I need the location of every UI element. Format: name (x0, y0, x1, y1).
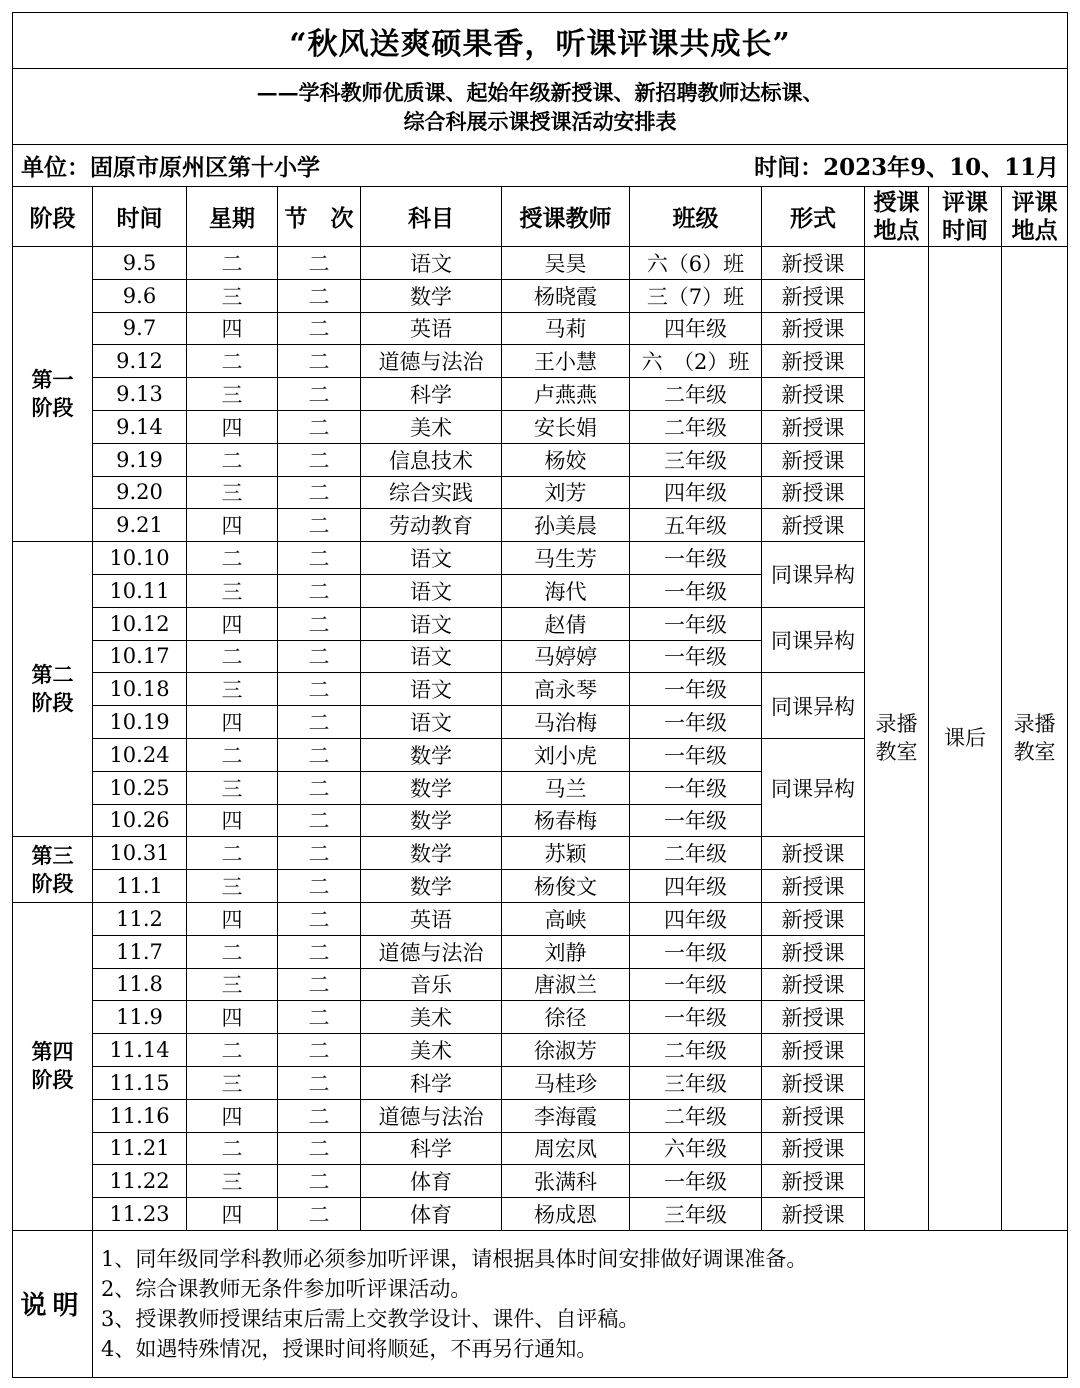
subject-cell: 语文 (361, 247, 502, 280)
weekday-cell: 四 (187, 509, 278, 542)
period-cell: 二 (278, 509, 361, 542)
review-place-cell (1002, 247, 1068, 1231)
form-cell: 新授课 (762, 1066, 865, 1099)
class-cell: 一年级 (630, 640, 762, 673)
date-cell: 11.16 (93, 1099, 187, 1132)
weekday-cell: 三 (187, 476, 278, 509)
weekday-cell: 二 (187, 542, 278, 575)
subject-cell: 音乐 (361, 968, 502, 1001)
teacher-cell: 马治梅 (502, 706, 630, 739)
subject-cell: 数学 (361, 837, 502, 870)
form-cell: 新授课 (762, 410, 865, 443)
form-cell: 新授课 (762, 1165, 865, 1198)
header-review-place-line-2: 地点 (1011, 216, 1058, 244)
date-cell: 10.24 (93, 738, 187, 771)
stage-label-line-2: 阶段 (31, 1067, 74, 1093)
date-cell: 11.1 (93, 870, 187, 903)
date-cell: 11.21 (93, 1132, 187, 1165)
stage-label-line-1: 第四 (31, 1039, 74, 1065)
period-cell: 二 (278, 902, 361, 935)
subject-cell: 英语 (361, 902, 502, 935)
weekday-cell: 二 (187, 247, 278, 280)
form-cell: 新授课 (762, 509, 865, 542)
notes-row (13, 1230, 1068, 1377)
subject-cell: 信息技术 (361, 443, 502, 476)
subject-cell: 语文 (361, 542, 502, 575)
date-cell: 11.14 (93, 1034, 187, 1067)
class-cell: 三年级 (630, 1066, 762, 1099)
header-review-time-line-2: 时间 (942, 216, 988, 244)
class-cell: 六年级 (630, 1132, 762, 1165)
teacher-cell: 马婷婷 (502, 640, 630, 673)
schedule-table (12, 12, 1068, 1378)
stage-label-line-1: 第二 (31, 662, 74, 688)
period-cell: 二 (278, 410, 361, 443)
subject-cell: 语文 (361, 706, 502, 739)
weekday-cell: 四 (187, 1099, 278, 1132)
class-cell: 二年级 (630, 837, 762, 870)
date-cell: 9.5 (93, 247, 187, 280)
date-cell: 11.8 (93, 968, 187, 1001)
date-cell: 10.25 (93, 771, 187, 804)
weekday-cell: 四 (187, 804, 278, 837)
period-cell: 二 (278, 345, 361, 378)
place-cell (865, 247, 929, 1231)
header-review-time (929, 187, 1002, 247)
subtitle (13, 69, 1068, 145)
period-cell: 二 (278, 607, 361, 640)
date-cell: 9.7 (93, 312, 187, 345)
weekday-cell: 三 (187, 968, 278, 1001)
form-cell: 同课异构 (762, 738, 865, 836)
weekday-cell: 二 (187, 837, 278, 870)
notes-body (93, 1230, 1068, 1377)
subject-cell: 美术 (361, 410, 502, 443)
stage-cell (13, 837, 93, 903)
stage-cell (13, 902, 93, 1230)
teacher-cell: 周宏凤 (502, 1132, 630, 1165)
subject-cell: 美术 (361, 1034, 502, 1067)
period-cell: 二 (278, 1165, 361, 1198)
form-cell: 新授课 (762, 1099, 865, 1132)
period-cell: 二 (278, 476, 361, 509)
class-cell: 一年级 (630, 1001, 762, 1034)
subject-cell: 美术 (361, 1001, 502, 1034)
stage-label-line-2: 阶段 (31, 870, 74, 896)
place-line-1: 录播 (875, 712, 918, 737)
period-cell: 二 (278, 837, 361, 870)
date-cell: 11.22 (93, 1165, 187, 1198)
teacher-cell: 杨春梅 (502, 804, 630, 837)
review-time-cell: 课后 (929, 247, 1002, 1231)
form-cell: 新授课 (762, 1132, 865, 1165)
subject-cell: 道德与法治 (361, 1099, 502, 1132)
header-place (865, 187, 929, 247)
header-weekday: 星期 (187, 187, 278, 247)
class-cell: 三年级 (630, 1198, 762, 1231)
date-cell: 11.15 (93, 1066, 187, 1099)
subtitle-line-1: ——学科教师优质课、起始年级新授课、新招聘教师达标课、 (256, 79, 824, 105)
form-cell: 同课异构 (762, 673, 865, 739)
weekday-cell: 二 (187, 640, 278, 673)
stage-label-line-1: 第一 (31, 367, 74, 393)
date-cell: 9.19 (93, 443, 187, 476)
period-cell: 二 (278, 870, 361, 903)
teacher-cell: 杨姣 (502, 443, 630, 476)
subject-cell: 数学 (361, 738, 502, 771)
form-cell: 新授课 (762, 247, 865, 280)
weekday-cell: 三 (187, 279, 278, 312)
date-cell: 10.12 (93, 607, 187, 640)
period-cell: 二 (278, 1198, 361, 1231)
weekday-cell: 二 (187, 1132, 278, 1165)
date-cell: 10.11 (93, 574, 187, 607)
place-line-2: 教室 (875, 740, 918, 765)
stage-cell (13, 247, 93, 542)
subject-cell: 科学 (361, 1066, 502, 1099)
teacher-cell: 安长娟 (502, 410, 630, 443)
stage-label-line-2: 阶段 (31, 690, 74, 716)
class-cell: 一年级 (630, 935, 762, 968)
period-cell: 二 (278, 968, 361, 1001)
period-cell: 二 (278, 673, 361, 706)
subject-cell: 数学 (361, 279, 502, 312)
note-item: 2、综合课教师无条件参加听评课活动。 (101, 1276, 472, 1301)
form-cell: 新授课 (762, 902, 865, 935)
header-review-time-line-1: 评课 (942, 188, 988, 216)
subject-cell: 语文 (361, 673, 502, 706)
header-teacher: 授课教师 (502, 187, 630, 247)
teacher-cell: 吴昊 (502, 247, 630, 280)
teacher-cell: 李海霞 (502, 1099, 630, 1132)
subject-cell: 科学 (361, 378, 502, 411)
period-cell: 二 (278, 804, 361, 837)
subject-cell: 语文 (361, 640, 502, 673)
weekday-cell: 四 (187, 607, 278, 640)
date-cell: 10.31 (93, 837, 187, 870)
period-cell: 二 (278, 542, 361, 575)
teacher-cell: 马桂珍 (502, 1066, 630, 1099)
teacher-cell: 徐淑芳 (502, 1034, 630, 1067)
unit-label: 单位：固原市原州区第十小学 (21, 154, 320, 181)
weekday-cell: 四 (187, 312, 278, 345)
class-cell: 一年级 (630, 607, 762, 640)
table-row (13, 247, 1068, 280)
weekday-cell: 二 (187, 1034, 278, 1067)
header-review-place (1002, 187, 1068, 247)
class-cell: 二年级 (630, 378, 762, 411)
class-cell: 四年级 (630, 312, 762, 345)
class-cell: 一年级 (630, 738, 762, 771)
weekday-cell: 二 (187, 935, 278, 968)
subject-cell: 数学 (361, 870, 502, 903)
weekday-cell: 四 (187, 706, 278, 739)
form-cell: 新授课 (762, 279, 865, 312)
header-subject: 科目 (361, 187, 502, 247)
weekday-cell: 三 (187, 378, 278, 411)
class-cell: 二年级 (630, 410, 762, 443)
period-cell: 二 (278, 312, 361, 345)
class-cell: 三（7）班 (630, 279, 762, 312)
form-cell: 新授课 (762, 378, 865, 411)
weekday-cell: 三 (187, 870, 278, 903)
class-cell: 一年级 (630, 706, 762, 739)
period-cell: 二 (278, 574, 361, 607)
header-class: 班级 (630, 187, 762, 247)
date-cell: 11.23 (93, 1198, 187, 1231)
weekday-cell: 二 (187, 345, 278, 378)
subject-cell: 综合实践 (361, 476, 502, 509)
class-cell: 五年级 (630, 509, 762, 542)
period-cell: 二 (278, 771, 361, 804)
class-cell: 六（6）班 (630, 247, 762, 280)
teacher-cell: 苏颖 (502, 837, 630, 870)
teacher-cell: 赵倩 (502, 607, 630, 640)
subject-cell: 道德与法治 (361, 935, 502, 968)
time-label: 时间：2023年9、10、11月 (754, 154, 1060, 181)
form-cell: 新授课 (762, 476, 865, 509)
class-cell: 二年级 (630, 1034, 762, 1067)
date-cell: 9.12 (93, 345, 187, 378)
form-cell: 新授课 (762, 1001, 865, 1034)
teacher-cell: 唐淑兰 (502, 968, 630, 1001)
notes-label: 说明 (13, 1230, 93, 1377)
form-cell: 新授课 (762, 1198, 865, 1231)
period-cell: 二 (278, 1001, 361, 1034)
teacher-cell: 杨俊文 (502, 870, 630, 903)
period-cell: 二 (278, 279, 361, 312)
teacher-cell: 徐径 (502, 1001, 630, 1034)
weekday-cell: 二 (187, 738, 278, 771)
form-cell: 新授课 (762, 968, 865, 1001)
teacher-cell: 王小慧 (502, 345, 630, 378)
teacher-cell: 刘静 (502, 935, 630, 968)
header-review-place-line-1: 评课 (1011, 188, 1058, 216)
weekday-cell: 二 (187, 443, 278, 476)
date-cell: 10.26 (93, 804, 187, 837)
date-cell: 9.14 (93, 410, 187, 443)
subject-cell: 劳动教育 (361, 509, 502, 542)
weekday-cell: 四 (187, 902, 278, 935)
date-cell: 9.21 (93, 509, 187, 542)
teacher-cell: 高永琴 (502, 673, 630, 706)
note-item: 3、授课教师授课结束后需上交教学设计、课件、自评稿。 (101, 1306, 640, 1331)
teacher-cell: 高峡 (502, 902, 630, 935)
date-cell: 11.9 (93, 1001, 187, 1034)
subject-cell: 语文 (361, 574, 502, 607)
subject-cell: 体育 (361, 1198, 502, 1231)
teacher-cell: 刘芳 (502, 476, 630, 509)
weekday-cell: 三 (187, 1066, 278, 1099)
form-cell: 新授课 (762, 1034, 865, 1067)
teacher-cell: 杨成恩 (502, 1198, 630, 1231)
period-cell: 二 (278, 443, 361, 476)
period-cell: 二 (278, 247, 361, 280)
period-cell: 二 (278, 1034, 361, 1067)
period-cell: 二 (278, 1132, 361, 1165)
header-place-line-1: 授课 (873, 188, 920, 216)
header-form: 形式 (762, 187, 865, 247)
period-cell: 二 (278, 738, 361, 771)
header-place-line-2: 地点 (873, 216, 920, 244)
review-place-line-1: 录播 (1013, 712, 1056, 737)
class-cell: 四年级 (630, 870, 762, 903)
class-cell: 一年级 (630, 673, 762, 706)
header-stage: 阶段 (13, 187, 93, 247)
stage-label-line-2: 阶段 (31, 395, 74, 421)
class-cell: 六 （2）班 (630, 345, 762, 378)
class-cell: 四年级 (630, 902, 762, 935)
form-cell: 同课异构 (762, 607, 865, 673)
form-cell: 同课异构 (762, 542, 865, 608)
schedule-sheet (12, 12, 1067, 1378)
form-cell: 新授课 (762, 935, 865, 968)
page-title: “秋风送爽硕果香，听课评课共成长” (13, 13, 1068, 69)
header-time: 时间 (93, 187, 187, 247)
date-cell: 10.17 (93, 640, 187, 673)
weekday-cell: 三 (187, 1165, 278, 1198)
date-cell: 11.7 (93, 935, 187, 968)
teacher-cell: 马生芳 (502, 542, 630, 575)
teacher-cell: 马莉 (502, 312, 630, 345)
review-place-line-2: 教室 (1013, 740, 1056, 765)
stage-cell (13, 542, 93, 837)
class-cell: 一年级 (630, 771, 762, 804)
weekday-cell: 三 (187, 771, 278, 804)
teacher-cell: 杨晓霞 (502, 279, 630, 312)
form-cell: 新授课 (762, 870, 865, 903)
header-row (13, 187, 1068, 247)
class-cell: 二年级 (630, 1099, 762, 1132)
form-cell: 新授课 (762, 345, 865, 378)
class-cell: 一年级 (630, 1165, 762, 1198)
subject-cell: 科学 (361, 1132, 502, 1165)
info-row (13, 145, 1068, 187)
subject-cell: 道德与法治 (361, 345, 502, 378)
weekday-cell: 四 (187, 1198, 278, 1231)
teacher-cell: 孙美晨 (502, 509, 630, 542)
class-cell: 三年级 (630, 443, 762, 476)
date-cell: 9.20 (93, 476, 187, 509)
period-cell: 二 (278, 1099, 361, 1132)
date-cell: 9.13 (93, 378, 187, 411)
period-cell: 二 (278, 1066, 361, 1099)
subject-cell: 数学 (361, 804, 502, 837)
note-item: 4、如遇特殊情况，授课时间将顺延，不再另行通知。 (101, 1336, 598, 1361)
teacher-cell: 海代 (502, 574, 630, 607)
form-cell: 新授课 (762, 837, 865, 870)
period-cell: 二 (278, 640, 361, 673)
weekday-cell: 四 (187, 410, 278, 443)
teacher-cell: 张满科 (502, 1165, 630, 1198)
period-cell: 二 (278, 935, 361, 968)
form-cell: 新授课 (762, 312, 865, 345)
subtitle-line-2: 综合科展示课授课活动安排表 (403, 108, 677, 134)
teacher-cell: 卢燕燕 (502, 378, 630, 411)
header-period: 节 次 (278, 187, 361, 247)
subject-cell: 语文 (361, 607, 502, 640)
teacher-cell: 马兰 (502, 771, 630, 804)
subject-cell: 英语 (361, 312, 502, 345)
class-cell: 一年级 (630, 804, 762, 837)
teacher-cell: 刘小虎 (502, 738, 630, 771)
date-cell: 9.6 (93, 279, 187, 312)
period-cell: 二 (278, 378, 361, 411)
form-cell: 新授课 (762, 443, 865, 476)
weekday-cell: 三 (187, 673, 278, 706)
class-cell: 四年级 (630, 476, 762, 509)
stage-label-line-1: 第三 (31, 842, 74, 868)
weekday-cell: 三 (187, 574, 278, 607)
note-item: 1、同年级同学科教师必须参加听评课，请根据具体时间安排做好调课准备。 (101, 1246, 808, 1271)
class-cell: 一年级 (630, 968, 762, 1001)
date-cell: 11.2 (93, 902, 187, 935)
period-cell: 二 (278, 706, 361, 739)
class-cell: 一年级 (630, 574, 762, 607)
subject-cell: 体育 (361, 1165, 502, 1198)
class-cell: 一年级 (630, 542, 762, 575)
date-cell: 10.10 (93, 542, 187, 575)
date-cell: 10.18 (93, 673, 187, 706)
date-cell: 10.19 (93, 706, 187, 739)
subject-cell: 数学 (361, 771, 502, 804)
weekday-cell: 四 (187, 1001, 278, 1034)
